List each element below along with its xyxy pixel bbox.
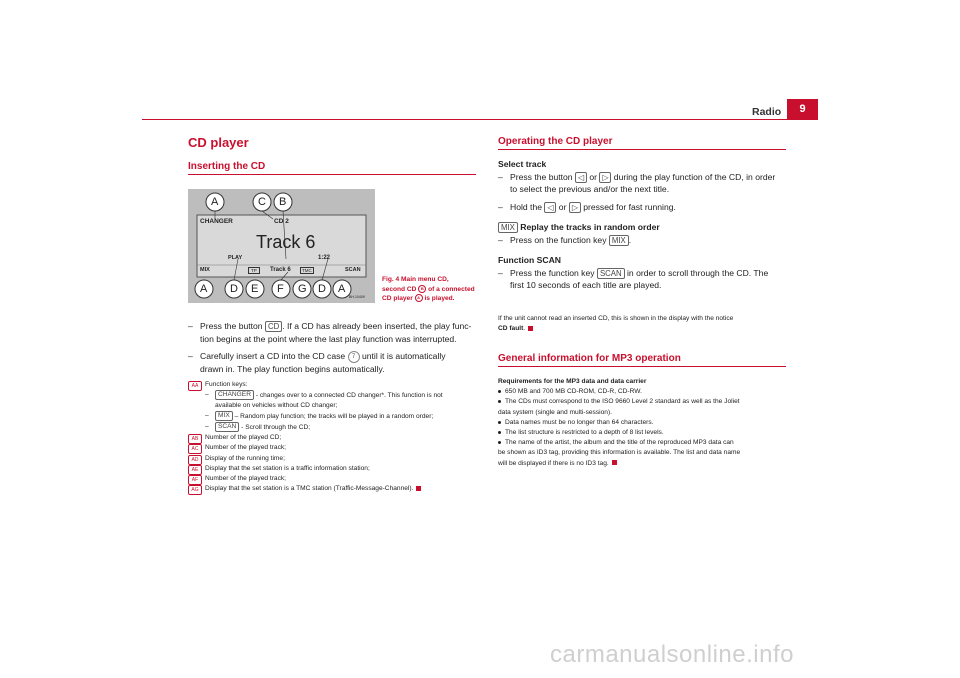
legend-b-text: Number of the played CD; xyxy=(205,434,282,442)
req-bullet-1: 650 MB and 700 MB CD-ROM, CD-R, CD-RW. xyxy=(498,387,790,397)
legend-g xyxy=(188,484,480,494)
legend-d xyxy=(188,454,480,464)
display-track-small: Track 6 xyxy=(270,267,291,273)
select-step-2-a: Hold the xyxy=(510,201,545,212)
cd-display-figure xyxy=(188,189,375,303)
req-bullet-5-cont-2: will be displayed if there is no ID3 tag. xyxy=(498,459,790,469)
display-play: PLAY xyxy=(228,255,243,261)
req-bullet-5-cont: be shown as ID3 tag, providing this information is available. The list and data name xyxy=(498,449,741,457)
display-cd-number: CD 2 xyxy=(274,218,289,225)
page-number: 9 xyxy=(787,99,818,119)
mix-step-a: Press on the function key xyxy=(510,234,609,245)
legend-a-item-3-text: - Scroll through the CD; xyxy=(239,424,311,432)
select-step-1-c: during the play function of the CD, in order xyxy=(611,171,776,182)
legend-label-g: AG xyxy=(188,485,202,495)
callout-c: C xyxy=(258,196,266,208)
cd-key: CD xyxy=(265,321,282,332)
mix-head xyxy=(498,221,790,234)
callout-f: F xyxy=(277,283,284,295)
display-mix: MIX xyxy=(200,267,210,273)
caption-line-3a: CD player xyxy=(382,294,415,302)
legend-label-b: AB xyxy=(188,434,202,444)
callout-a-bottom-2: A xyxy=(338,283,346,295)
callout-a-top: A xyxy=(211,196,219,208)
section-title: Radio xyxy=(752,106,782,118)
legend-f-text: Number of the played track; xyxy=(205,475,286,483)
step-1-text-a: Press the button xyxy=(200,321,265,331)
step-1-text-c: tion begins at the point where the last play function was interrupted. xyxy=(200,333,457,344)
step-2-text-b: until it is automatically xyxy=(359,351,446,361)
mix-key-step: MIX xyxy=(609,235,629,246)
mp3-requirements xyxy=(498,377,790,469)
step-2-text-c: drawn in. The play function begins automatically. xyxy=(200,363,385,374)
step-1: – Press the button CD . If a CD has already been inserted, the play func- tion begins at the point where the last play function was interrupted. xyxy=(188,321,472,344)
select-step-1: – Press the button ◁ or ▷ during the play function of the CD, in order to select the previous and/or the next title. xyxy=(498,171,776,194)
select-step-2-c: pressed for fast running. xyxy=(580,201,676,212)
caption-line-2b: of a connected xyxy=(426,285,475,293)
mix-head-text: Replay the tracks in random order xyxy=(517,222,660,232)
select-step-1-d: to select the previous and/or the next title. xyxy=(510,184,670,194)
req-bullet-2-cont: data system (single and multi-session). xyxy=(498,408,612,416)
step-2: – Carefully insert a CD into the CD case 7 until it is automatically drawn in. The play function begins automatically. xyxy=(188,351,446,374)
callout-g: G xyxy=(298,283,307,295)
req-bullet-2: The CDs must correspond to the ISO 9660 Level 2 standard as well as the Joliet xyxy=(498,397,790,407)
requirements-head: Requirements for the MP3 data and data carrier xyxy=(498,378,647,385)
cd-player-title: CD player xyxy=(188,135,249,150)
operating-cd-title: Operating the CD player xyxy=(498,136,613,147)
legend-label-a: AA xyxy=(188,381,202,391)
legend-label-e: AE xyxy=(188,465,202,475)
scan-key: SCAN xyxy=(215,422,239,432)
changer-key: CHANGER xyxy=(215,390,254,400)
legend-a-item-2-text: – Random play function; the tracks will be played in a random order; xyxy=(232,413,434,421)
scan-head: Function SCAN xyxy=(498,255,562,265)
note-end-mark xyxy=(528,326,533,331)
step-1-text-b: . If a CD has already been inserted, the play func- xyxy=(282,321,472,331)
prev-button-icon-2: ◁ xyxy=(544,202,556,213)
req-bullet-5: The name of the artist, the album and the title of the reproduced MP3 data can xyxy=(498,438,790,448)
legend-d-text: Display of the running time; xyxy=(205,454,285,462)
legend-g-text: Display that the set station is a TMC station (Traffic-Message-Channel). xyxy=(205,485,414,493)
scan-step-b: in order to scroll through the CD. The xyxy=(624,267,769,278)
display-time: 1:22 xyxy=(318,255,331,261)
caption-line-2a: second CD xyxy=(382,285,419,293)
step-2-text-a: Carefully insert a CD into the CD case xyxy=(200,351,348,361)
inserting-cd-subtitle: Inserting the CD xyxy=(188,161,266,172)
cd-fault-note-line-2: CD fault. xyxy=(498,324,790,334)
callout-b: B xyxy=(279,196,287,208)
callout-e: E xyxy=(251,283,259,295)
cd-fault-note xyxy=(498,314,790,334)
callout-d-1: D xyxy=(230,283,238,295)
req-bullet-3: Data names must be no longer than 64 characters. xyxy=(498,418,790,428)
scan-key-step: SCAN xyxy=(597,268,625,279)
figure-legend xyxy=(188,380,480,494)
display-tmc: TMC xyxy=(302,268,312,273)
req-bullet-4: The list structure is restricted to a depth of 8 list levels. xyxy=(498,428,790,438)
caption-line-3b: is played. xyxy=(422,294,455,302)
mix-step: – Press on the function key MIX . xyxy=(498,234,632,245)
callout-a-bottom-1: A xyxy=(200,283,208,295)
legend-a xyxy=(188,380,480,433)
legend-label-f: AF xyxy=(188,475,202,485)
watermark: carmanualsonline.info xyxy=(550,641,794,668)
legend-a-head: Function keys: xyxy=(205,381,248,388)
select-step-1-a: Press the button xyxy=(510,171,575,182)
display-track-large: Track 6 xyxy=(256,232,316,252)
legend-c xyxy=(188,443,480,453)
scan-step-a: Press the function key xyxy=(510,267,597,278)
cd-fault-note-line-1: If the unit cannot read an inserted CD, this is shown in the display with the notice xyxy=(498,315,734,322)
legend-c-text: Number of the played track; xyxy=(205,444,286,452)
operating-body xyxy=(498,158,790,292)
caption-line-3 xyxy=(382,294,477,303)
caption-line-1: Fig. 4 Main menu CD, xyxy=(382,276,449,283)
next-button-icon-2: ▷ xyxy=(569,202,581,213)
mp3-rule xyxy=(498,366,786,367)
legend-e xyxy=(188,464,480,474)
caption-line-2 xyxy=(382,285,477,294)
caption-ref-a: A xyxy=(415,294,423,302)
caption-ref-b: B xyxy=(418,285,426,293)
next-button-icon: ▷ xyxy=(599,172,611,183)
mix-key: MIX xyxy=(215,411,233,421)
insert-steps xyxy=(188,320,478,375)
legend-label-c: AC xyxy=(188,444,202,454)
legend-a-item-2: – MIX – Random play function; the tracks will be played in a random order; xyxy=(205,412,434,421)
legend-f xyxy=(188,474,480,484)
mp3-end-mark xyxy=(612,460,617,465)
cd-fault-text: CD fault xyxy=(498,325,524,333)
prev-button-icon: ◁ xyxy=(575,172,587,183)
select-track-head: Select track xyxy=(498,159,547,169)
display-scan: SCAN xyxy=(345,267,361,273)
legend-e-text: Display that the set station is a traffic information station; xyxy=(205,464,370,472)
cd-case-ref: 7 xyxy=(348,351,360,363)
figure-code: BH-10409 xyxy=(349,295,365,299)
scan-step: – Press the function key SCAN in order to scroll through the CD. The first 10 seconds of each title are played. xyxy=(498,267,769,290)
display-tp: TP xyxy=(248,267,260,274)
figure-caption xyxy=(382,276,477,303)
display-changer: CHANGER xyxy=(200,218,233,225)
legend-a-item-1-cont: available on vehicles without CD changer; xyxy=(215,402,338,410)
callout-d-2: D xyxy=(318,283,326,295)
select-step-1-b: or xyxy=(586,171,600,182)
section-end-mark xyxy=(416,486,421,491)
header-rule xyxy=(142,119,818,120)
scan-step-c: first 10 seconds of each title are played. xyxy=(510,280,662,290)
legend-b xyxy=(188,433,480,443)
mp3-info-title: General information for MP3 operation xyxy=(498,353,681,364)
legend-label-d: AD xyxy=(188,455,202,465)
legend-a-item-1-text: - changes over to a connected CD changer*. This function is not xyxy=(253,391,443,399)
subtitle-rule xyxy=(188,174,476,175)
legend-a-item-3: – SCAN - Scroll through the CD; xyxy=(205,423,311,432)
select-step-2-b: or xyxy=(556,201,569,212)
mix-step-b: . xyxy=(628,234,632,245)
operating-rule xyxy=(498,149,786,150)
select-step-2: – Hold the ◁ or ▷ pressed for fast running. xyxy=(498,201,676,212)
legend-a-item-1: – CHANGER - changes over to a connected CD changer*. This function is not available on vehicles without CD changer; xyxy=(205,391,443,410)
mix-key-head: MIX xyxy=(498,222,518,233)
